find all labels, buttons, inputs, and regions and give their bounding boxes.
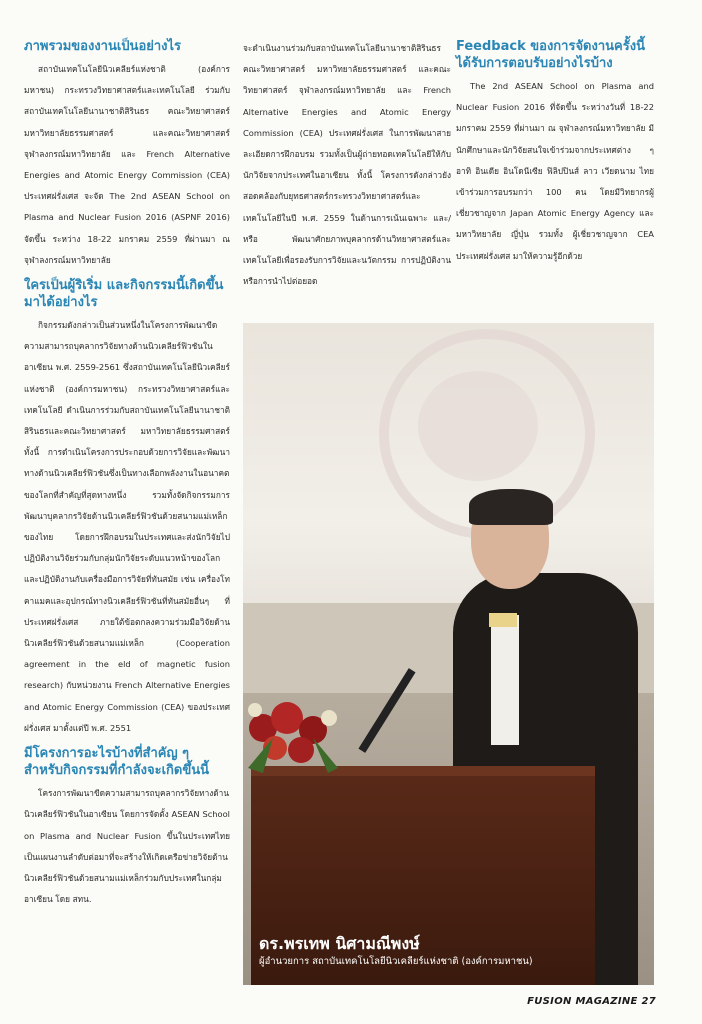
flower-arrangement [243,688,353,778]
heading-feedback: Feedback ของการจัดงานครั้งนี้ ได้รับการตอบรับอย่างไรบ้าง [456,39,645,71]
speaker-hair [469,489,553,525]
speaker-bowtie [489,613,517,627]
paragraph-initiator: กิจกรรมดังกล่าวเป็นส่วนหนึ่งในโครงการพัฒนาขีดความสามารถบุคลากรวิจัยทางด้านนิวเคลียร์ฟิวชันในอาเซียน พ.ศ. 2559-2561 ซึ่งสถาบันเทคโนโลยีนิวเคลียร์แห่งชาติ (องค์การมหาชน) กระทรวงวิทยาศาสตร์และเทคโนโลยี ดำเนินการร่วมกับสถาบันเทคโนโลยีนานาชาติสิรินธรและคณะวิทยาศาสตร์ มหาวิทยาลัยธรรมศาสตร์ ทั้งนี้ การดำเนินโครงการประกอบด้วยการวิจัยและพัฒนาทางด้านนิวเคลียร์ฟิวชันซึ่งเป็นทางเลือกพลังงานในอนาคตของโลกที่สำคัญที่สุดทางหนึ่ง รวมทั้งจัดกิจกรรมการพัฒนาบุคลากรวิจัยด้านนิวเคลียร์ฟิวชันด้วยสนามแม่เหล็กของไทย โดยการฝึกอบรมในประเทศและส่งนักวิจัยไปปฏิบัติงานวิจัยร่วมกับกลุ่มนักวิจัยระดับแนวหน้าของโลก และปฏิบัติงานกับเครื่องมือการวิจัยที่ทันสมัย เช่น เครื่องโทคาแมคและอุปกรณ์ทางนิวเคลียร์ฟิวชันที่ทันสมัยอื่นๆ ที่ประเทศฝรั่งเศส ภายใต้ข้อตกลงความร่วมมือวิจัยด้านนิวเคลียร์ฟิวชันด้วยสนามแม่เหล็ก (Cooperation agreement in the eld of magnetic fusion research) กับหน่วยงาน French Alternative Energies and Atomic Energy Commission (CEA) ของประเทศฝรั่งเศส มาตั้งแต่ปี พ.ศ. 2551 [24,320,230,733]
speaker-photo [243,323,654,985]
column-left [24,38,230,916]
column-right [456,38,654,273]
paragraph-feedback: The 2nd ASEAN School on Plasma and Nuclear Fusion 2016 ที่จัดขึ้น ระหว่างวันที่ 18-22 มกราคม 2559 ที่ผ่านมา ณ จุฬาลงกรณ์มหาวิทยาลัย มีนักศึกษาและนักวิจัยสนใจเข้าร่วมจากประเทศต่าง ๆ อาทิ อินเดีย อินโดนีเซีย ฟิลิปปินส์ ลาว เวียดนาม ไทย เข้าร่วมการอบรมกว่า 100 คน โดยมีวิทยากรผู้เชี่ยวชาญจาก Japan Atomic Energy Agency และมหาวิทยาลัย ญี่ปุ่น รวมทั้ง ผู้เชี่ยวชาญจาก CEA ประเทศฝรั่งเศส มาให้ความรู้อีกด้วย [456,81,654,261]
paragraph-projects: โครงการพัฒนาขีดความสามารถบุคลากรวิจัยทางด้านนิวเคลียร์ฟิวชันในอาเซียน โดยการจัดตั้ง ASEAN School on Plasma and Nuclear Fusion ขึ้นในประเทศไทย เป็นแผนงานลำดับต่อมาที่จะสร้างให้เกิดเครือข่ายวิจัยด้านนิวเคลียร์ฟิวชันด้วยสนามแม่เหล็กร่วมกับประเทศในกลุ่มอาเซียน โดย สทน. [24,788,230,905]
speaker-shirt [491,615,519,745]
heading-projects: มีโครงการอะไรบ้างที่สำคัญ ๆ สำหรับกิจกรรมที่กำลังจะเกิดขึ้นนี้ [24,746,210,779]
photo-caption [259,933,533,969]
page-number: 27 [641,996,656,1007]
paragraph-overview: สถาบันเทคโนโลยีนิวเคลียร์แห่งชาติ (องค์การมหาชน) กระทรวงวิทยาศาสตร์และเทคโนโลยี ร่วมกับสถาบันเทคโนโลยีนานาชาติสิรินธร คณะวิทยาศาสตร์ มหาวิทยาลัยธรรมศาสตร์ และคณะวิทยาศาสตร์ จุฬาลงกรณ์มหาวิทยาลัย และ French Alternative Energies and Atomic Energy Commission (CEA) ประเทศฝรั่งเศส จะจัด The 2nd ASEAN School on Plasma and Nuclear Fusion 2016 (ASPNF 2016) จัดขึ้น ระหว่าง 18-22 มกราคม 2559 ที่ผ่านมา ณ จุฬาลงกรณ์มหาวิทยาลัย [24,64,230,265]
page-footer [527,996,656,1007]
paragraph-continuation: จะดำเนินงานร่วมกับสถาบันเทคโนโลยีนานาชาติสิรินธร คณะวิทยาศาสตร์ มหาวิทยาลัยธรรมศาสตร์ และคณะวิทยาศาสตร์ จุฬาลงกรณ์มหาวิทยาลัย และ French Alternative Energies and Atomic Energy Commission (CEA) ประเทศฝรั่งเศส ในการพัฒนาสายละเอียดการฝึกอบรม รวมทั้งเป็นผู้ถ่ายทอดเทคโนโลยีให้กับนักวิจัยจากประเทศในอาเซียน ทั้งนี้ โครงการดังกล่าวยังสอดคล้องกับยุทธศาสตร์กระทรวงวิทยาศาสตร์และเทคโนโลยีในปี พ.ศ. 2559 ในด้านการเน้นเฉพาะ และ/หรือ พัฒนาศักยภาพบุคลากรด้านวิทยาศาสตร์และเทคโนโลยีเพื่อรองรับการวิจัยและนวัตกรรม การปฏิบัติงานหรือการนำไปต่อยอด [243,43,451,287]
emblem-inner [418,371,538,481]
heading-initiator: ใครเป็นผู้ริเริ่ม และกิจกรรมนี้เกิดขึ้นมาได้อย่างไร [24,278,224,311]
heading-overview: ภาพรวมของงานเป็นอย่างไร [24,39,182,54]
magazine-name: FUSION MAGAZINE [527,996,638,1007]
caption-role: ผู้อำนวยการ สถาบันเทคโนโลยีนิวเคลียร์แห่งชาติ (องค์การมหาชน) [259,956,533,967]
caption-name: ดร.พรเทพ นิศามณีพงษ์ [259,934,420,953]
column-middle [243,38,451,298]
